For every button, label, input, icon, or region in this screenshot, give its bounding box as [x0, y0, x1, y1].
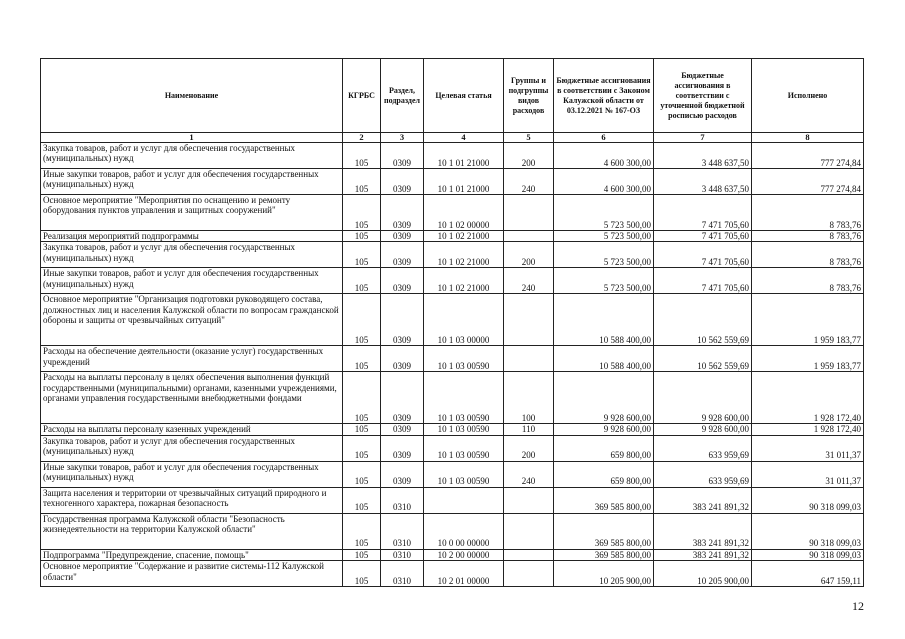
row-section: 0309 — [381, 231, 424, 242]
row-group: 200 — [504, 143, 554, 169]
row-target: 10 1 03 00590 — [424, 435, 504, 461]
table-row — [41, 143, 864, 169]
row-name: Закупка товаров, работ и услуг для обеспечения государственных (муниципальных) нужд — [41, 242, 343, 268]
row-budget-refined: 7 471 705,60 — [654, 231, 752, 242]
row-executed: 31 011,37 — [752, 461, 864, 487]
row-group: 110 — [504, 424, 554, 435]
row-group: 240 — [504, 461, 554, 487]
row-target: 10 1 03 00590 — [424, 346, 504, 372]
row-section: 0309 — [381, 435, 424, 461]
row-budget-law: 369 585 800,00 — [554, 513, 654, 549]
row-executed: 90 318 099,03 — [752, 549, 864, 560]
row-section: 0310 — [381, 513, 424, 549]
header-kgrbs: КГРБС — [343, 59, 381, 133]
row-kgrbs: 105 — [343, 487, 381, 513]
row-kgrbs: 105 — [343, 549, 381, 560]
row-group — [504, 561, 554, 587]
row-executed: 31 011,37 — [752, 435, 864, 461]
header-target: Целевая статья — [424, 59, 504, 133]
row-executed: 8 783,76 — [752, 242, 864, 268]
row-kgrbs: 105 — [343, 461, 381, 487]
row-budget-refined: 3 448 637,50 — [654, 169, 752, 195]
row-executed: 8 783,76 — [752, 268, 864, 294]
column-number-row — [41, 133, 864, 143]
row-target: 10 1 03 00590 — [424, 372, 504, 424]
table-row — [41, 513, 864, 549]
row-budget-law: 9 928 600,00 — [554, 424, 654, 435]
row-budget-law: 4 600 300,00 — [554, 143, 654, 169]
row-executed: 777 274,84 — [752, 169, 864, 195]
row-target: 10 1 01 21000 — [424, 143, 504, 169]
row-budget-refined: 7 471 705,60 — [654, 268, 752, 294]
row-group — [504, 513, 554, 549]
row-budget-law: 10 588 400,00 — [554, 294, 654, 346]
row-budget-law: 5 723 500,00 — [554, 242, 654, 268]
row-group: 200 — [504, 242, 554, 268]
header-name: Наименование — [41, 59, 343, 133]
row-executed: 1 959 183,77 — [752, 294, 864, 346]
row-kgrbs: 105 — [343, 242, 381, 268]
column-number: 7 — [654, 133, 752, 143]
row-name: Основное мероприятие "Организация подготовки руководящего состава, должностных лиц и населения Калужской области по вопросам гражданской обороны и защиты от чрезвычайных ситуаций" — [41, 294, 343, 346]
row-target: 10 1 03 00590 — [424, 424, 504, 435]
row-section: 0309 — [381, 169, 424, 195]
row-target: 10 0 00 00000 — [424, 513, 504, 549]
row-budget-refined: 383 241 891,32 — [654, 513, 752, 549]
row-budget-law: 5 723 500,00 — [554, 231, 654, 242]
row-target: 10 1 03 00590 — [424, 461, 504, 487]
row-name: Основное мероприятие "Содержание и развитие системы-112 Калужской области" — [41, 561, 343, 587]
row-kgrbs: 105 — [343, 372, 381, 424]
row-budget-refined: 9 928 600,00 — [654, 424, 752, 435]
row-section: 0309 — [381, 461, 424, 487]
table-row — [41, 346, 864, 372]
budget-execution-report — [40, 58, 863, 587]
row-budget-law: 5 723 500,00 — [554, 195, 654, 231]
row-section: 0309 — [381, 372, 424, 424]
column-number: 3 — [381, 133, 424, 143]
row-budget-refined: 383 241 891,32 — [654, 487, 752, 513]
row-budget-refined: 9 928 600,00 — [654, 372, 752, 424]
row-section: 0309 — [381, 424, 424, 435]
row-budget-law: 9 928 600,00 — [554, 372, 654, 424]
row-budget-refined: 10 562 559,69 — [654, 294, 752, 346]
row-section: 0309 — [381, 294, 424, 346]
row-name: Иные закупки товаров, работ и услуг для обеспечения государственных (муниципальных) нужд — [41, 268, 343, 294]
row-executed: 647 159,11 — [752, 561, 864, 587]
row-executed: 8 783,76 — [752, 231, 864, 242]
row-executed: 1 928 172,40 — [752, 424, 864, 435]
row-name: Защита населения и территории от чрезвычайных ситуаций природного и техногенного характера, пожарная безопасность — [41, 487, 343, 513]
row-name: Основное мероприятие "Мероприятия по оснащению и ремонту оборудования пунктов управления и защитных сооружений" — [41, 195, 343, 231]
row-name: Закупка товаров, работ и услуг для обеспечения государственных (муниципальных) нужд — [41, 143, 343, 169]
row-target: 10 1 02 21000 — [424, 268, 504, 294]
table-row — [41, 169, 864, 195]
table-row — [41, 372, 864, 424]
table-row — [41, 294, 864, 346]
row-name: Подпрограмма "Предупреждение, спасение, помощь" — [41, 549, 343, 560]
table-row — [41, 487, 864, 513]
row-budget-refined: 7 471 705,60 — [654, 195, 752, 231]
row-kgrbs: 105 — [343, 561, 381, 587]
row-target: 10 2 00 00000 — [424, 549, 504, 560]
row-budget-refined: 10 562 559,69 — [654, 346, 752, 372]
row-name: Расходы на выплаты персоналу казенных учреждений — [41, 424, 343, 435]
table-header-row — [41, 59, 864, 133]
table-row — [41, 231, 864, 242]
row-kgrbs: 105 — [343, 435, 381, 461]
table-row — [41, 549, 864, 560]
row-section: 0309 — [381, 195, 424, 231]
row-group: 240 — [504, 268, 554, 294]
row-budget-law: 10 205 900,00 — [554, 561, 654, 587]
budget-table — [40, 58, 864, 587]
row-section: 0309 — [381, 242, 424, 268]
row-name: Иные закупки товаров, работ и услуг для обеспечения государственных (муниципальных) нужд — [41, 169, 343, 195]
row-kgrbs: 105 — [343, 513, 381, 549]
header-budget-refined: Бюджетные ассигнования в соответствии с уточненной бюджетной росписью расходов — [654, 59, 752, 133]
row-name: Реализация мероприятий подпрограммы — [41, 231, 343, 242]
row-budget-law: 659 800,00 — [554, 461, 654, 487]
row-target: 10 2 01 00000 — [424, 561, 504, 587]
row-group: 240 — [504, 169, 554, 195]
column-number: 8 — [752, 133, 864, 143]
row-target: 10 1 01 21000 — [424, 169, 504, 195]
row-group — [504, 346, 554, 372]
row-group — [504, 195, 554, 231]
table-row — [41, 268, 864, 294]
row-kgrbs: 105 — [343, 231, 381, 242]
row-budget-refined: 383 241 891,32 — [654, 549, 752, 560]
row-name: Государственная программа Калужской области "Безопасность жизнедеятельности на территории Калужской области" — [41, 513, 343, 549]
row-section: 0309 — [381, 346, 424, 372]
column-number: 6 — [554, 133, 654, 143]
row-target: 10 1 02 21000 — [424, 242, 504, 268]
row-target: 10 1 02 00000 — [424, 195, 504, 231]
row-budget-law: 369 585 800,00 — [554, 487, 654, 513]
row-group — [504, 294, 554, 346]
table-row — [41, 461, 864, 487]
table-row — [41, 195, 864, 231]
row-budget-refined: 633 959,69 — [654, 435, 752, 461]
row-budget-law: 10 588 400,00 — [554, 346, 654, 372]
row-budget-law: 369 585 800,00 — [554, 549, 654, 560]
row-name: Расходы на выплаты персоналу в целях обеспечения выполнения функций государственными (муниципальными) органами, казенными учреждениями, органами управления государственными внебюджетными фондами — [41, 372, 343, 424]
row-budget-law: 659 800,00 — [554, 435, 654, 461]
row-name: Расходы на обеспечение деятельности (оказание услуг) государственных учреждений — [41, 346, 343, 372]
row-group — [504, 549, 554, 560]
column-number: 2 — [343, 133, 381, 143]
row-group — [504, 231, 554, 242]
row-group — [504, 487, 554, 513]
row-kgrbs: 105 — [343, 346, 381, 372]
row-budget-refined: 633 959,69 — [654, 461, 752, 487]
row-kgrbs: 105 — [343, 294, 381, 346]
column-number: 4 — [424, 133, 504, 143]
header-groups: Группы и подгруппы видов расходов — [504, 59, 554, 133]
table-row — [41, 242, 864, 268]
row-group: 100 — [504, 372, 554, 424]
row-executed: 8 783,76 — [752, 195, 864, 231]
row-budget-refined: 10 205 900,00 — [654, 561, 752, 587]
row-executed: 90 318 099,03 — [752, 487, 864, 513]
table-body — [41, 143, 864, 587]
row-kgrbs: 105 — [343, 424, 381, 435]
header-budget-law: Бюджетные ассигнования в соответствии с Законом Калужской области от 03.12.2021 № 167-ОЗ — [554, 59, 654, 133]
row-group: 200 — [504, 435, 554, 461]
row-name: Закупка товаров, работ и услуг для обеспечения государственных (муниципальных) нужд — [41, 435, 343, 461]
row-executed: 1 928 172,40 — [752, 372, 864, 424]
row-budget-law: 4 600 300,00 — [554, 169, 654, 195]
row-section: 0309 — [381, 268, 424, 294]
page-number: 12 — [852, 599, 864, 613]
table-row — [41, 424, 864, 435]
row-executed: 1 959 183,77 — [752, 346, 864, 372]
row-budget-law: 5 723 500,00 — [554, 268, 654, 294]
row-kgrbs: 105 — [343, 195, 381, 231]
row-name: Иные закупки товаров, работ и услуг для обеспечения государственных (муниципальных) нужд — [41, 461, 343, 487]
row-section: 0309 — [381, 143, 424, 169]
row-target: 10 1 03 00000 — [424, 294, 504, 346]
column-number: 1 — [41, 133, 343, 143]
table-row — [41, 561, 864, 587]
row-target: 10 1 02 21000 — [424, 231, 504, 242]
row-kgrbs: 105 — [343, 143, 381, 169]
header-executed: Исполнено — [752, 59, 864, 133]
row-section: 0310 — [381, 561, 424, 587]
row-target — [424, 487, 504, 513]
column-number: 5 — [504, 133, 554, 143]
table-row — [41, 435, 864, 461]
row-budget-refined: 7 471 705,60 — [654, 242, 752, 268]
row-executed: 90 318 099,03 — [752, 513, 864, 549]
row-budget-refined: 3 448 637,50 — [654, 143, 752, 169]
row-executed: 777 274,84 — [752, 143, 864, 169]
row-section: 0310 — [381, 549, 424, 560]
row-section: 0310 — [381, 487, 424, 513]
row-kgrbs: 105 — [343, 169, 381, 195]
header-section: Раздел, подраздел — [381, 59, 424, 133]
row-kgrbs: 105 — [343, 268, 381, 294]
